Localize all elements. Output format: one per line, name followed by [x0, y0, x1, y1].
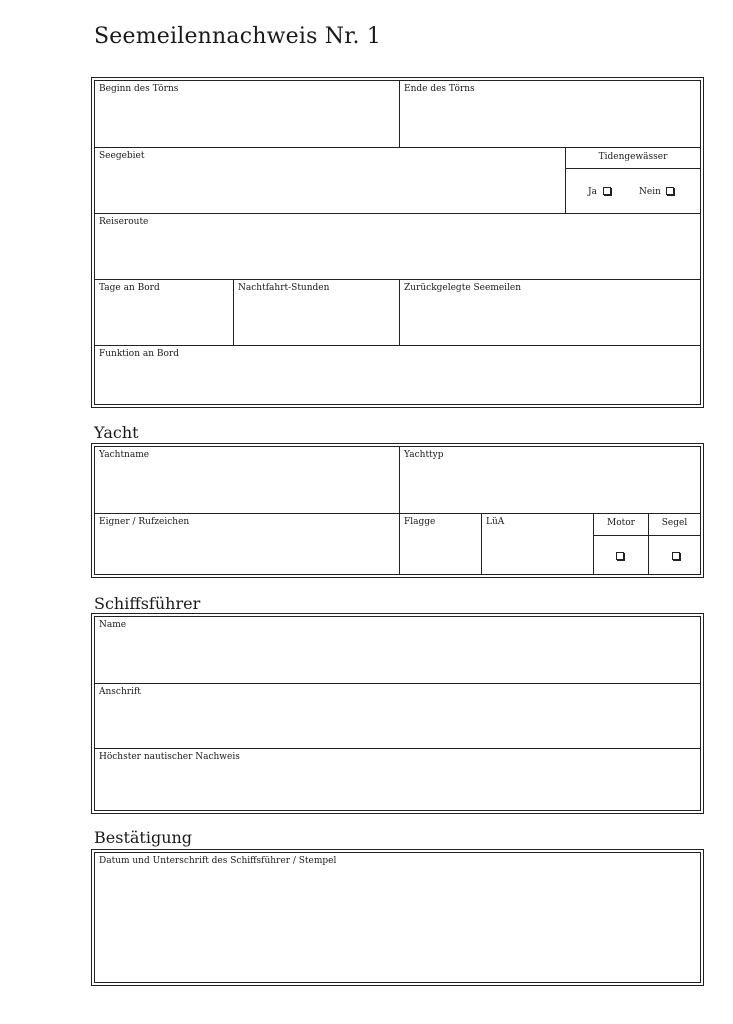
beginn-field[interactable] [95, 81, 399, 147]
yacht-table [94, 446, 701, 575]
nachtfahrt-label: Nachtfahrt-Stunden [238, 283, 330, 293]
unterschrift-label: Datum und Unterschrift des Schiffsführer / Stempel [99, 856, 337, 866]
funktion-field[interactable] [95, 345, 700, 404]
segel-header [648, 513, 700, 535]
yachtname-label: Yachtname [99, 450, 150, 460]
toern-table [94, 80, 701, 405]
bestaetigung-table [94, 852, 701, 983]
nein-label: Nein [639, 187, 661, 197]
motor-label: Motor [607, 518, 635, 528]
motor-checkbox[interactable] [616, 552, 624, 560]
reiseroute-label: Reiseroute [99, 217, 149, 227]
ende-field[interactable] [399, 81, 700, 147]
anschrift-label: Anschrift [99, 687, 141, 697]
eigner-field[interactable] [95, 513, 399, 574]
funktion-label: Funktion an Bord [99, 349, 179, 359]
yachttyp-field[interactable] [399, 447, 700, 513]
schiffsfuehrer-section [91, 613, 704, 814]
name-field[interactable] [95, 617, 700, 683]
motor-header [593, 513, 648, 535]
yachtname-field[interactable] [95, 447, 399, 513]
tage-an-bord-field[interactable] [95, 279, 233, 345]
page-title: Seemeilennachweis Nr. 1 [94, 24, 382, 49]
tage-an-bord-label: Tage an Bord [99, 283, 160, 293]
yacht-heading: Yacht [94, 423, 139, 442]
flagge-label: Flagge [404, 517, 436, 527]
seemeilen-label: Zurückgelegte Seemeilen [404, 283, 522, 293]
segel-option [648, 535, 700, 574]
nachtfahrt-field[interactable] [233, 279, 399, 345]
bestaetigung-section [91, 849, 704, 986]
lua-field[interactable] [481, 513, 593, 574]
schiffsfuehrer-table [94, 616, 701, 811]
reiseroute-field[interactable] [95, 213, 700, 279]
beginn-label: Beginn des Törns [99, 84, 179, 94]
segel-checkbox[interactable] [672, 552, 680, 560]
schiffsfuehrer-heading: Schiffsführer [94, 594, 201, 613]
yacht-section [91, 443, 704, 578]
nein-checkbox[interactable] [666, 187, 674, 195]
nachweis-label: Höchster nautischer Nachweis [99, 752, 240, 762]
tidengewaesser-header [565, 147, 700, 168]
ja-checkbox[interactable] [603, 187, 611, 195]
nachweis-field[interactable] [95, 748, 700, 810]
flagge-field[interactable] [399, 513, 481, 574]
seegebiet-field[interactable] [95, 147, 565, 213]
tidengewaesser-options [565, 168, 700, 213]
segel-label: Segel [661, 518, 688, 528]
toern-section [91, 77, 704, 408]
unterschrift-field[interactable] [95, 853, 700, 982]
ende-label: Ende des Törns [404, 84, 475, 94]
seegebiet-label: Seegebiet [99, 151, 145, 161]
eigner-label: Eigner / Rufzeichen [99, 517, 190, 527]
seemeilen-field[interactable] [399, 279, 700, 345]
anschrift-field[interactable] [95, 683, 700, 748]
name-label: Name [99, 620, 127, 630]
lua-label: LüA [486, 517, 505, 527]
bestaetigung-heading: Bestätigung [94, 828, 193, 847]
motor-option [593, 535, 648, 574]
tidengewaesser-label: Tidengewässer [598, 152, 668, 162]
yachttyp-label: Yachttyp [404, 450, 444, 460]
ja-label: Ja [588, 187, 597, 197]
